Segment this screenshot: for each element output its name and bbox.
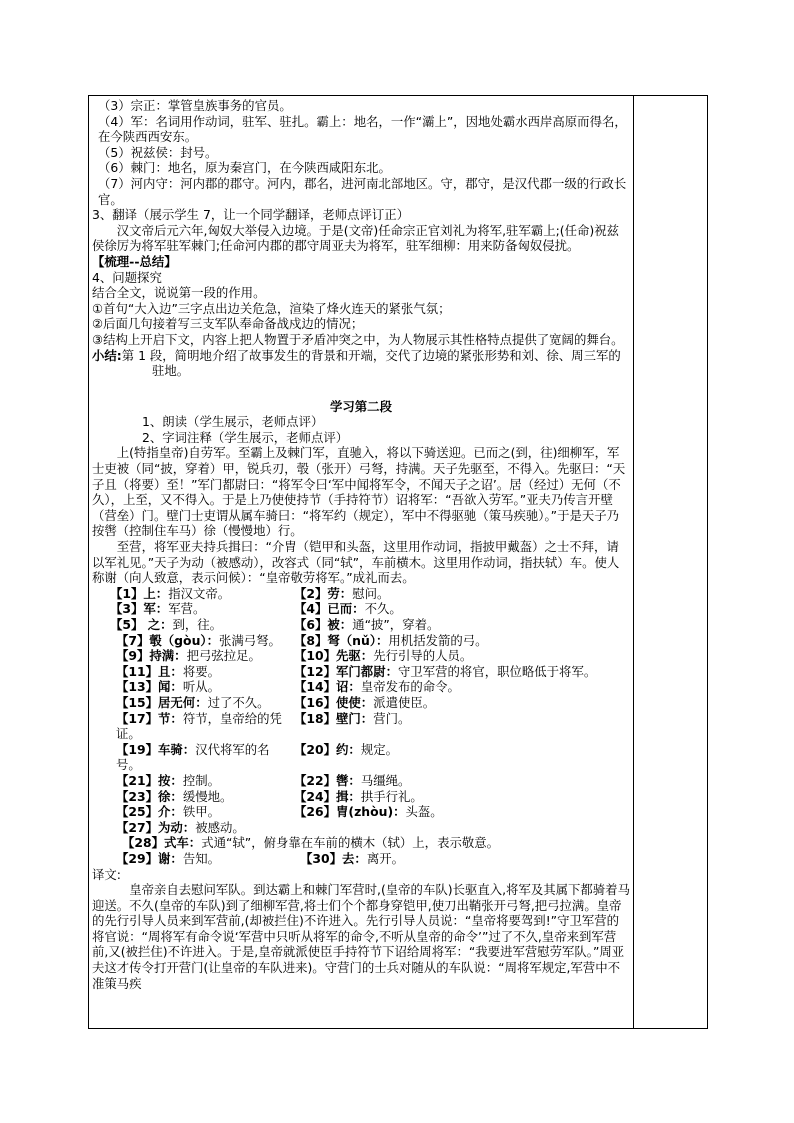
answer-2: ②后面几句接着写三支军队奉命备战戍边的情况； bbox=[92, 316, 364, 332]
translation-paragraph-1: 汉文帝后元六年,匈奴大举侵入边境。于是(文帝)任命宗正官刘礼为将军,驻军霸上;(任命)祝兹侯徐厉为将军驻军棘门;任命河内郡的郡守周亚夫为将军，驻军细柳：用来防备匈奴侵扰。 bbox=[92, 222, 620, 254]
gloss-row: 【17】节：符节，皇帝给的凭证。 【18】壁门：营门。 bbox=[116, 710, 411, 742]
gloss-row: 【11】且：将要。 【12】军门都尉：守卫军营的将官，职位略低于将军。 bbox=[116, 663, 597, 679]
gloss-row: 【5】 之：到，往。 【6】被：通“披”，穿着。 bbox=[110, 617, 440, 632]
gloss-row: 【3】军：军营。 【4】已而：不久。 bbox=[110, 601, 402, 617]
gloss-row: 【23】徐：缓慢地。 【24】揖：拱手行礼。 bbox=[116, 788, 423, 804]
column-divider bbox=[633, 96, 634, 1028]
glossary-list bbox=[92, 586, 630, 867]
gloss-row: 【25】介：铁甲。 【26】胄(zhòu)：头盔。 bbox=[116, 804, 443, 820]
gloss-28: 【28】式车：式通“轼”，俯身靠在车前的横木（轼）上，表示敬意。 bbox=[122, 835, 500, 851]
question-text: 结合全文，说说第一段的作用。 bbox=[92, 285, 266, 301]
conclusion bbox=[92, 348, 630, 379]
gloss-row: 【13】闻：听从。 【14】诏：皇帝发布的命令。 bbox=[116, 679, 460, 695]
conclusion-label: 小结: bbox=[92, 347, 122, 363]
conclusion-text: 第 1 段，简明地介绍了故事发生的背景和开端，交代了边境的紧张形势和刘、徐、周三军的驻地。 bbox=[121, 347, 621, 379]
answer-1: ①首句“大入边”三字点出边关危急，渲染了烽火连天的紧张气氛； bbox=[92, 300, 451, 316]
gloss-row: 【7】彀（gòu）：张满弓弩。 【8】弩（nǔ）：用机括发箭的弓。 bbox=[116, 632, 488, 648]
note-5: （5）祝兹侯：封号。 bbox=[98, 144, 218, 160]
gloss-27: 【27】为动：被感动。 bbox=[116, 819, 245, 835]
section-title: 学习第二段 bbox=[330, 398, 392, 414]
lesson-table bbox=[88, 95, 708, 1029]
note-6: （6）棘门：地名，原为秦宫门，在今陕西咸阳东北。 bbox=[98, 160, 391, 176]
gloss-row: 【19】车骑：汉代将军的名号。 【20】约：规定。 bbox=[116, 741, 398, 773]
note-7: （7）河内守：河内郡的郡守。河内，郡名，进河南北部地区。守，郡守，是汉代郡一级的行政长官。 bbox=[98, 175, 627, 207]
gloss-row: 【21】按：控制。 【22】辔：马缰绳。 bbox=[116, 772, 411, 788]
note-3: （3）宗正：掌管皇族事务的官员。 bbox=[98, 98, 292, 113]
step-3-heading: 3、翻译（展示学生 7，让一个同学翻译，老师点评订正） bbox=[92, 207, 410, 223]
summary-heading: 【梳理--总结】 bbox=[92, 253, 177, 269]
step-4-heading: 4、问题探究 bbox=[92, 269, 162, 285]
gloss-row: 【1】上：指汉文帝。 【2】劳：慰问。 bbox=[110, 585, 390, 601]
gloss-row: 【29】谢：告知。 【30】去：离开。 bbox=[116, 850, 404, 866]
passage-paragraph-1: 上(特指皇帝)自劳军。至霸上及棘门军，直驰入，将以下骑送迎。已而之(到，往)细柳军，军士吏被（同“披，穿着）甲，锐兵刃，彀（张开）弓弩，持满。天子先驱至，不得入。先驱曰：“天子且（将要）至！”军门都尉曰：“将军令曰‘军中闻将军令，不闻天子之诏’。居（经过）无何（不久），上至，又不得入。于是上乃使使持节（手持符节）诏将军：“吾欲入劳军。”亚夫乃传言开壁（营垒）门。壁门士吏谓从属车骑曰：“将军约（规定），军中不得驱驰（策马疾驰）。”于是天子乃按辔（控制住车马）徐（慢慢地）行。 bbox=[92, 445, 626, 539]
step-2-2: 2、字词注释（学生展示，老师点评） bbox=[142, 429, 349, 445]
gloss-row: 【15】居无何：过了不久。 【16】使使：派遣使臣。 bbox=[116, 694, 436, 710]
step-2-1: 1、朗读（学生展示，老师点评） bbox=[142, 414, 324, 430]
passage-paragraph-2: 至营，将军亚夫持兵揖曰：“介胄（铠甲和头盔，这里用作动词，指披甲戴盔）之士不拜，请以军礼见。”天子为动（被感动），改容式（同“轼”，车前横木。这里用作动词，指扶轼）车。使人称谢（向人致意，表示问候）：“皇帝敬劳将军。”成礼而去。 bbox=[92, 539, 620, 586]
note-4: （4）军：名词用作动词，驻军、驻扎。霸上：地名，一作“灞上”，因地处霸水西岸高原而得名，在今陕西西安东。 bbox=[98, 113, 627, 145]
content-cell bbox=[92, 98, 630, 1026]
translation-paragraph-2: 皇帝亲自去慰问军队。到达霸上和棘门军营时,(皇帝的车队)长驱直入,将军及其属下都骑着马迎送。不久(皇帝的车队)到了细柳军营,将士们个个都身穿铠甲,使刀出鞘张开弓弩,把弓拉满。皇帝的先行引导人员来到军营前,(却被拦住)不许进入。先行引导人员说：“皇帝将要驾到!”守卫军营的将官说：“周将军有命令说‘军营中只听从将军的命令,不听从皇帝的命令’”过了不久,皇帝来到军营前,又(被拦住)不许进入。于是,皇帝就派使臣手持符节下诏给周将军：“我要进军营慰劳军队。”周亚夫这才传令打开营门(让皇帝的车队进来)。守营门的士兵对随从的车队说：“周将军规定,军营中不准策马疾 bbox=[92, 882, 630, 991]
translation-label: 译文: bbox=[92, 866, 121, 882]
gloss-row: 【9】持满：把弓弦拉足。 【10】先驱：先行引导的人员。 bbox=[116, 648, 473, 664]
answer-3: ③结构上开启下文，内容上把人物置于矛盾冲突之中，为人物展示其性格特点提供了宽阔的舞台。 bbox=[92, 331, 624, 347]
spacer bbox=[92, 379, 630, 389]
